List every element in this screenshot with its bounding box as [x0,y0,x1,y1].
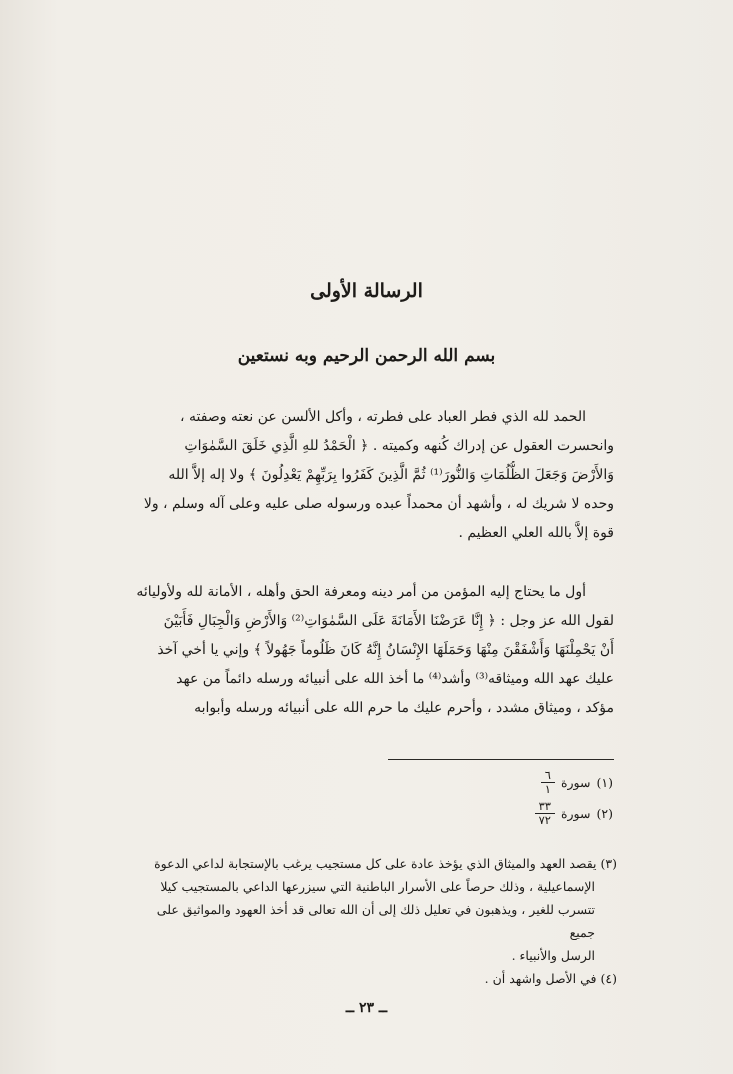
footnote-3-line: الرسل والأنبياء . [511,948,595,963]
paragraph-2 [132,578,614,723]
footnote-2 [535,800,613,827]
verse-number: ١ [544,782,551,796]
footnote-3-line: (٣) يقصد العهد والميثاق الذي يؤخذ عادة على كل مستجيب يرغب بالإستجابة لداعي الدعوة [154,856,617,871]
surah-number: ٣٣ [535,800,555,814]
basmala-heading: بسم الله الرحمن الرحيم وبه نستعين [237,346,496,366]
footnote-4: (٤) في الأصل واشهد أن . [484,971,617,986]
text-line: مؤكد ، وميثاق مشدد ، وأحرم عليك ما حرم الله على أنبيائه ورسله وأبوابه [194,700,614,716]
surah-fraction [541,769,555,796]
surah-fraction [535,800,555,827]
footnote-separator [388,759,614,760]
footnotes [132,852,617,990]
text-line: عليك عهد الله وميثاقه⁽³⁾ وأشد⁽⁴⁾ ما أخذ الله على أنبيائه ورسله دائماً من عهد [176,671,614,687]
verse-number: ٧٢ [538,813,551,827]
footnote-1 [541,769,613,796]
text-line: وحده لا شريك له ، وأشهد أن محمداً عبده ورسوله صلى عليه وعلى آله وسلم ، ولا [143,496,614,512]
epistle-title: الرسالة الأولى [310,280,423,302]
text-line: أول ما يحتاج إليه المؤمن من أمر دينه ومعرفة الحق وأهله ، الأمانة لله ولأوليائه [136,584,586,600]
text-line: وانحسرت العقول عن إدراك كُنهه وكميته . ﴿ الْحَمْدُ للهِ الَّذِي خَلَقَ السَّمٰوَاتِ [184,438,614,454]
footnote-label: سورة [560,806,591,821]
page-number: ــ ٢٣ ــ [345,1000,388,1016]
text-line: قوة إلاَّ بالله العلي العظيم . [458,525,614,541]
text-line: وَالأَرْضَ وَجَعَلَ الظُّلُمَاتِ وَالنُّورَ⁽¹⁾ ثُمَّ الَّذِينَ كَفَرُوا بِرَبِّهِمْ يَعْدِلُونَ ﴾ ولا إله إلاَّ الله [168,467,614,483]
footnote-3-line: تتسرب للغير ، ويذهبون في تعليل ذلك إلى أن الله تعالى قد أخذ العهود والمواثيق على جميع [156,902,595,940]
text-line: لقول الله عز وجل : ﴿ إِنَّا عَرَضْنَا الأَمَانَةَ عَلَى السَّمٰوَاتِ⁽²⁾ وَالأَرْضِ وَالْجِبَالِ فَأَبَيْنَ [163,613,614,629]
footnote-marker: (١) [596,775,613,790]
text-line: أَنْ يَحْمِلْنَهَا وَأَشْفَقْنَ مِنْهَا وَحَمَلَهَا الإِنْسَانُ إِنَّهُ كَانَ ظَلُوماً جَهُولاً ﴾ وإني يا أخي آخذ [157,642,614,658]
footnote-3-line: الإسماعيلية ، وذلك حرصاً على الأسرار الباطنية التي سيزرعها الداعي بالمستجيب كيلا [160,879,595,894]
text-line: الحمد لله الذي فطر العباد على فطرته ، وأكل الألسن عن نعته وصفته ، [180,409,586,425]
paragraph-1 [132,403,614,548]
footnote-label: سورة [560,775,591,790]
footnote-marker: (٢) [596,806,613,821]
surah-number: ٦ [541,769,555,783]
